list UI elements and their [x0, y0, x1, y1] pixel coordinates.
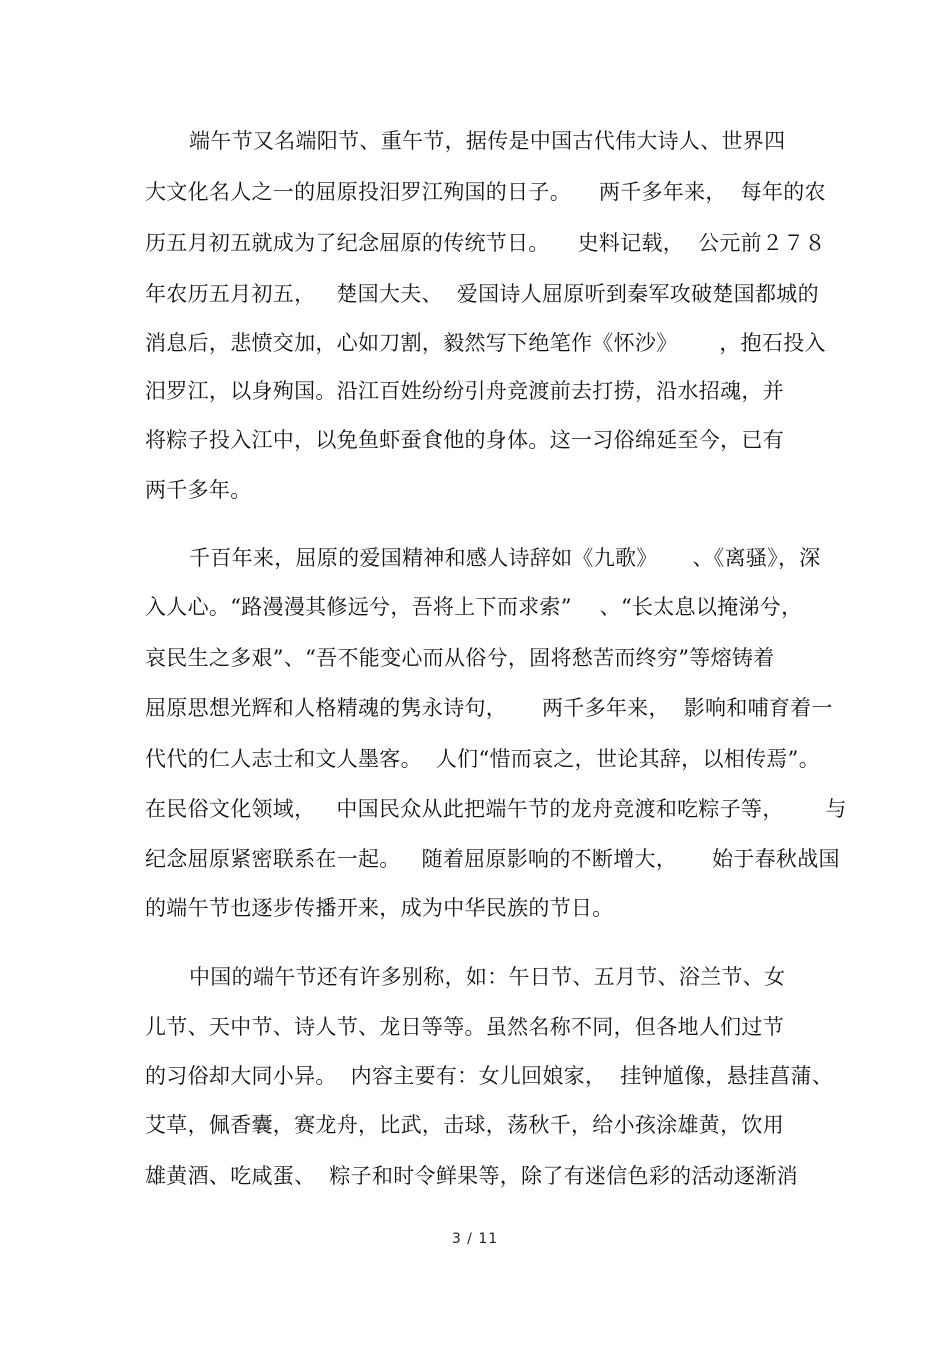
text-line: 纪念屈原紧密联系在一起。 随着屈原影响的不断增大， 始于春秋战国: [145, 847, 840, 871]
text-line: 中国的端午节还有许多别称，如：午日节、五月节、浴兰节、女: [189, 965, 786, 989]
text-line: 端午节又名端阳节、重午节，据传是中国古代伟大诗人、世界四: [189, 129, 786, 153]
text-line: 年农历五月初五， 楚国大夫、 爱国诗人屈原听到秦军攻破楚国都城的: [145, 282, 819, 306]
text-line: 千百年来，屈原的爱国精神和感人诗辞如《九歌》 、《离骚》，深: [189, 546, 821, 570]
text-line: 消息后，悲愤交加，心如刀割，毅然写下绝笔作《怀沙》 ，抱石投入: [145, 331, 826, 355]
text-line: 在民俗文化领域， 中国民众从此把端午节的龙舟竞渡和吃粽子等， 与: [145, 797, 847, 821]
text-line: 雄黄酒、吃咸蛋、 粽子和时令鲜果等，除了有迷信色彩的活动逐渐消: [145, 1164, 798, 1188]
text-line: 艾草，佩香囊，赛龙舟，比武，击球，荡秋千，给小孩涂雄黄，饮用: [145, 1113, 784, 1137]
text-line: 哀民生之多艰”、“吾不能变心而从俗兮，固将愁苦而终穷”等熔铸着: [145, 646, 775, 670]
text-line: 将粽子投入江中，以免鱼虾蚕食他的身体。这一习俗绵延至今，已有: [145, 428, 784, 452]
text-line: 汨罗江，以身殉国。沿江百姓纷纷引舟竞渡前去打捞，沿水招魂，并: [145, 379, 784, 403]
text-line: 的习俗却大同小异。 内容主要有：女儿回娘家， 挂钟馗像，悬挂菖蒲、: [145, 1064, 834, 1088]
text-line: 代代的仁人志士和文人墨客。 人们“惜而哀之，世论其辞，以相传焉”。: [145, 747, 821, 771]
text-line: 两千多年。: [145, 478, 252, 502]
text-line: 入人心。“路漫漫其修远兮，吾将上下而求索” 、“长太息以掩涕兮，: [145, 595, 803, 619]
text-line: 儿节、天中节、诗人节、龙日等等。虽然名称不同，但各地人们过节: [145, 1015, 784, 1039]
text-line: 历五月初五就成为了纪念屈原的传统节日。 史料记载， 公元前２７８: [145, 231, 826, 255]
text-line: 大文化名人之一的屈原投汨罗江殉国的日子。 两千多年来， 每年的农: [145, 180, 826, 204]
text-line: 的端午节也逐步传播开来，成为中华民族的节日。: [145, 896, 614, 920]
page-number: 3 / 11: [451, 1231, 499, 1247]
text-line: 屈原思想光辉和人格精魂的隽永诗句， 两千多年来， 影响和哺育着一: [145, 696, 833, 720]
